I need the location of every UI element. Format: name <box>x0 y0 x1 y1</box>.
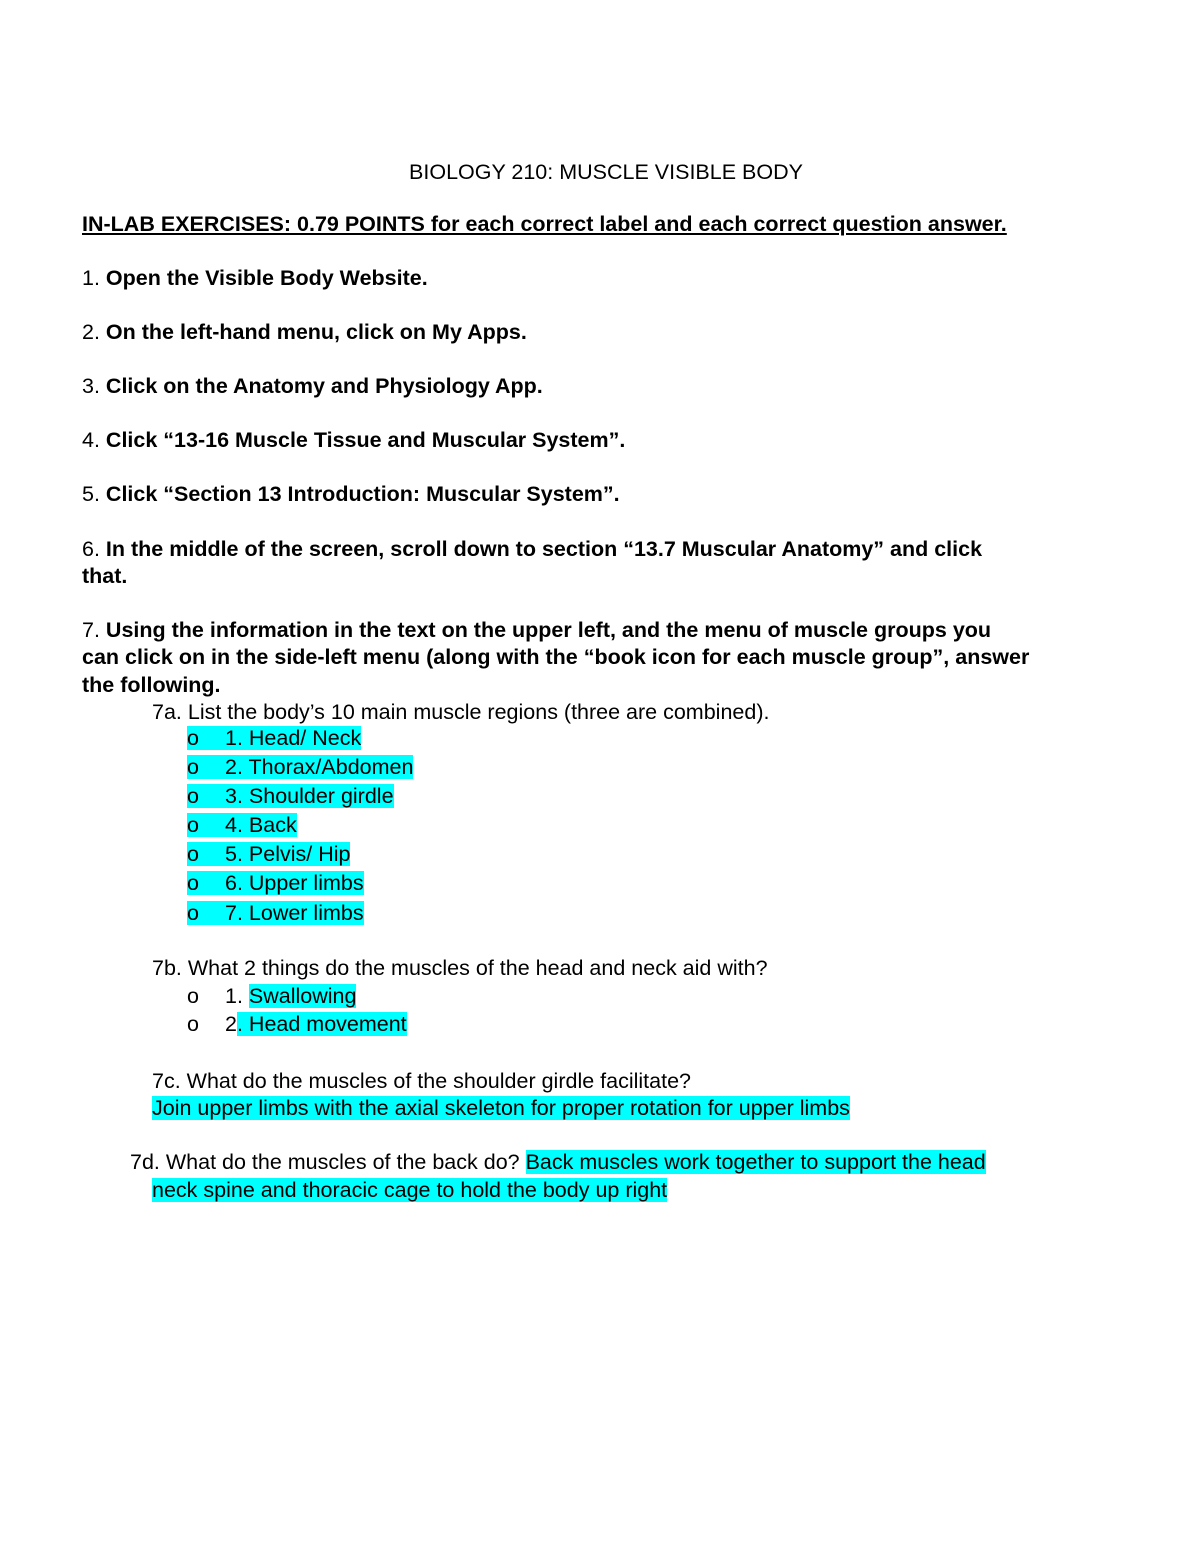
step-7-continued: the following. <box>82 673 221 697</box>
step-number: 5. <box>82 482 100 506</box>
answer-item <box>187 869 364 897</box>
bullet: o <box>187 842 199 866</box>
step-6-continued: that. <box>82 564 128 588</box>
step-number: 2. <box>82 320 100 344</box>
answer-item: o 2. Head movement <box>187 1012 407 1036</box>
step-4 <box>82 426 625 454</box>
highlighted-answer: o 2. Thorax/Abdomen <box>187 755 414 779</box>
question-7b: 7b. What 2 things do the muscles of the head and neck aid with? <box>152 956 768 980</box>
step-number: 3. <box>82 374 100 398</box>
step-number: 6. <box>82 537 100 561</box>
highlighted-answer: o 6. Upper limbs <box>187 871 364 895</box>
highlighted-answer: o 4. Back <box>187 813 297 837</box>
highlighted-answer: o 7. Lower limbs <box>187 901 364 925</box>
bullet: o <box>187 726 199 750</box>
answer-item <box>187 782 394 810</box>
highlighted-answer: o 1. Head/ Neck <box>187 726 362 750</box>
highlighted-answer: . Head movement <box>236 1012 407 1036</box>
exercise-heading: IN-LAB EXERCISES: 0.79 POINTS for each correct label and each correct question answer. <box>82 212 1007 236</box>
highlighted-answer: o 3. Shoulder girdle <box>187 784 394 808</box>
bullet: o <box>187 755 199 779</box>
step-number: 1. <box>82 266 100 290</box>
answer-7d-continued <box>152 1176 667 1204</box>
step-text: In the middle of the screen, scroll down to section “13.7 Muscular Anatomy” and click <box>105 537 983 561</box>
bullet: o <box>187 984 199 1008</box>
step-number: 7. <box>82 618 100 642</box>
bullet: o <box>187 784 199 808</box>
step-number: 4. <box>82 428 100 452</box>
answer-item: o 1. Swallowing <box>187 984 357 1008</box>
step-text: Click on the Anatomy and Physiology App. <box>105 374 543 398</box>
answer-item <box>187 753 413 781</box>
answer-item <box>187 899 364 927</box>
question-7a: 7a. List the body’s 10 main muscle regions (three are combined). <box>152 700 770 724</box>
highlighted-answer: Join upper limbs with the axial skeleton for proper rotation for upper limbs <box>152 1096 850 1120</box>
step-5 <box>82 480 620 508</box>
answer-item <box>187 840 350 868</box>
highlighted-answer: o 5. Pelvis/ Hip <box>187 842 351 866</box>
step-text: Using the information in the text on the upper left, and the menu of muscle groups you <box>105 618 992 642</box>
bullet: o <box>187 1012 199 1036</box>
highlighted-answer: neck spine and thoracic cage to hold the body up right <box>152 1178 668 1202</box>
bullet: o <box>187 813 199 837</box>
step-7-continued: can click on in the side-left menu (along with the “book icon for each muscle group”, answer <box>82 645 1030 669</box>
question-7c: 7c. What do the muscles of the shoulder girdle facilitate? <box>152 1069 691 1093</box>
step-text: Open the Visible Body Website. <box>105 266 428 290</box>
highlighted-answer: Swallowing <box>248 984 357 1008</box>
question-7d: 7d. What do the muscles of the back do? Back muscles work together to support the head <box>130 1150 986 1174</box>
step-7 <box>82 616 991 644</box>
bullet: o <box>187 901 199 925</box>
step-2 <box>82 318 527 346</box>
answer-item <box>187 811 297 839</box>
answer-item <box>187 724 361 752</box>
step-6 <box>82 535 982 563</box>
highlighted-answer: Back muscles work together to support the head <box>525 1150 986 1174</box>
answer-7c <box>152 1094 850 1122</box>
step-text: Click “13-16 Muscle Tissue and Muscular System”. <box>105 428 626 452</box>
step-3 <box>82 372 543 400</box>
step-1 <box>82 264 428 292</box>
document-title: BIOLOGY 210: MUSCLE VISIBLE BODY <box>409 160 803 184</box>
step-text: On the left-hand menu, click on My Apps. <box>105 320 527 344</box>
bullet: o <box>187 871 199 895</box>
step-text: Click “Section 13 Introduction: Muscular System”. <box>105 482 620 506</box>
